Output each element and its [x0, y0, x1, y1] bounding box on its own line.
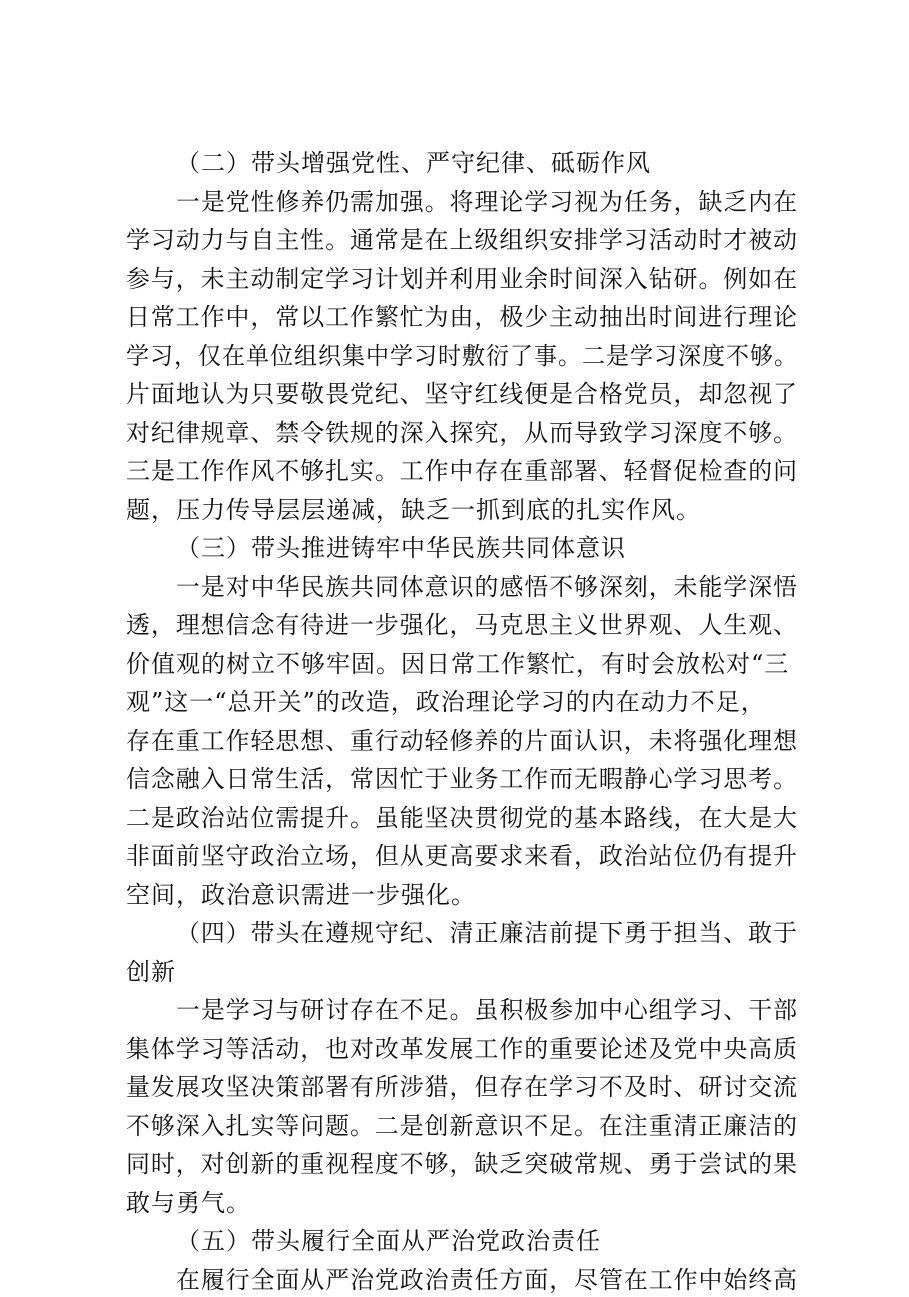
section-heading-continuation: 创新 [126, 957, 176, 986]
paragraph-line: 对纪律规章、禁令铁规的深入探究，从而导致学习深度不够。 [126, 418, 798, 447]
paragraph-line: 一是对中华民族共同体意识的感悟不够深刻，未能学深悟 [176, 572, 798, 601]
paragraph-line: 透，理想信念有待进一步强化，马克思主义世界观、人生观、 [126, 611, 798, 639]
paragraph-line: 同时，对创新的重视程度不够，缺乏突破常规、勇于尝试的果 [126, 1150, 798, 1178]
paragraph-line: 价值观的树立不够牢固。因日常工作繁忙，有时会放松对“三 [126, 649, 790, 678]
paragraph-line: 二是政治站位需提升。虽能坚决贯彻党的基本路线，在大是大 [126, 803, 798, 832]
paragraph-line: 日常工作中，常以工作繁忙为由，极少主动抽出时间进行理论 [126, 303, 798, 331]
paragraph-line: 片面地认为只要敬畏党纪、坚守红线便是合格党员，却忽视了 [126, 380, 798, 408]
paragraph-line: 三是工作作风不够扎实。工作中存在重部署、轻督促检查的问 [126, 457, 798, 485]
paragraph-line: 学习，仅在单位组织集中学习时敷衍了事。二是学习深度不够。 [126, 341, 798, 370]
section-heading: （四）带头在遵规守纪、清正廉洁前提下勇于担当、敢于 [176, 919, 798, 947]
paragraph-line: 信念融入日常生活，常因忙于业务工作而无暇静心学习思考。 [126, 765, 798, 793]
section-heading: （五）带头履行全面从严治党政治责任 [176, 1227, 601, 1255]
section-heading: （二）带头增强党性、严守纪律、砥砺作风 [176, 149, 651, 177]
paragraph-line: 量发展攻坚决策部署有所涉猎，但存在学习不及时、研讨交流 [126, 1073, 798, 1101]
paragraph-line: 集体学习等活动，也对改革发展工作的重要论述及党中央高质 [126, 1034, 798, 1063]
paragraph-line: 在履行全面从严治党政治责任方面，尽管在工作中始终高 [176, 1265, 798, 1294]
paragraph-line: 题，压力传导层层递减，缺乏一抓到底的扎实作风。 [126, 495, 701, 524]
paragraph-line: 不够深入扎实等问题。二是创新意识不足。在注重清正廉洁的 [126, 1111, 798, 1140]
paragraph-line: 存在重工作轻思想、重行动轻修养的片面认识，未将强化理想 [126, 726, 798, 755]
paragraph-line: 一是党性修养仍需加强。将理论学习视为任务，缺乏内在 [176, 187, 798, 216]
paragraph-line: 非面前坚守政治立场，但从更高要求来看，政治站位仍有提升 [126, 842, 798, 870]
paragraph-line: 学习动力与自主性。通常是在上级组织安排学习活动时才被动 [126, 226, 798, 254]
paragraph-line: 观”这一“总开关”的改造，政治理论学习的内在动力不足， [126, 688, 766, 716]
section-heading: （三）带头推进铸牢中华民族共同体意识 [176, 534, 626, 562]
paragraph-line: 参与，未主动制定学习计划并利用业余时间深入钻研。例如在 [126, 264, 798, 293]
paragraph-line: 敢与勇气。 [126, 1188, 251, 1217]
paragraph-line: 空间，政治意识需进一步强化。 [126, 880, 476, 909]
paragraph-line: 一是学习与研讨存在不足。虽积极参加中心组学习、干部 [176, 996, 798, 1024]
